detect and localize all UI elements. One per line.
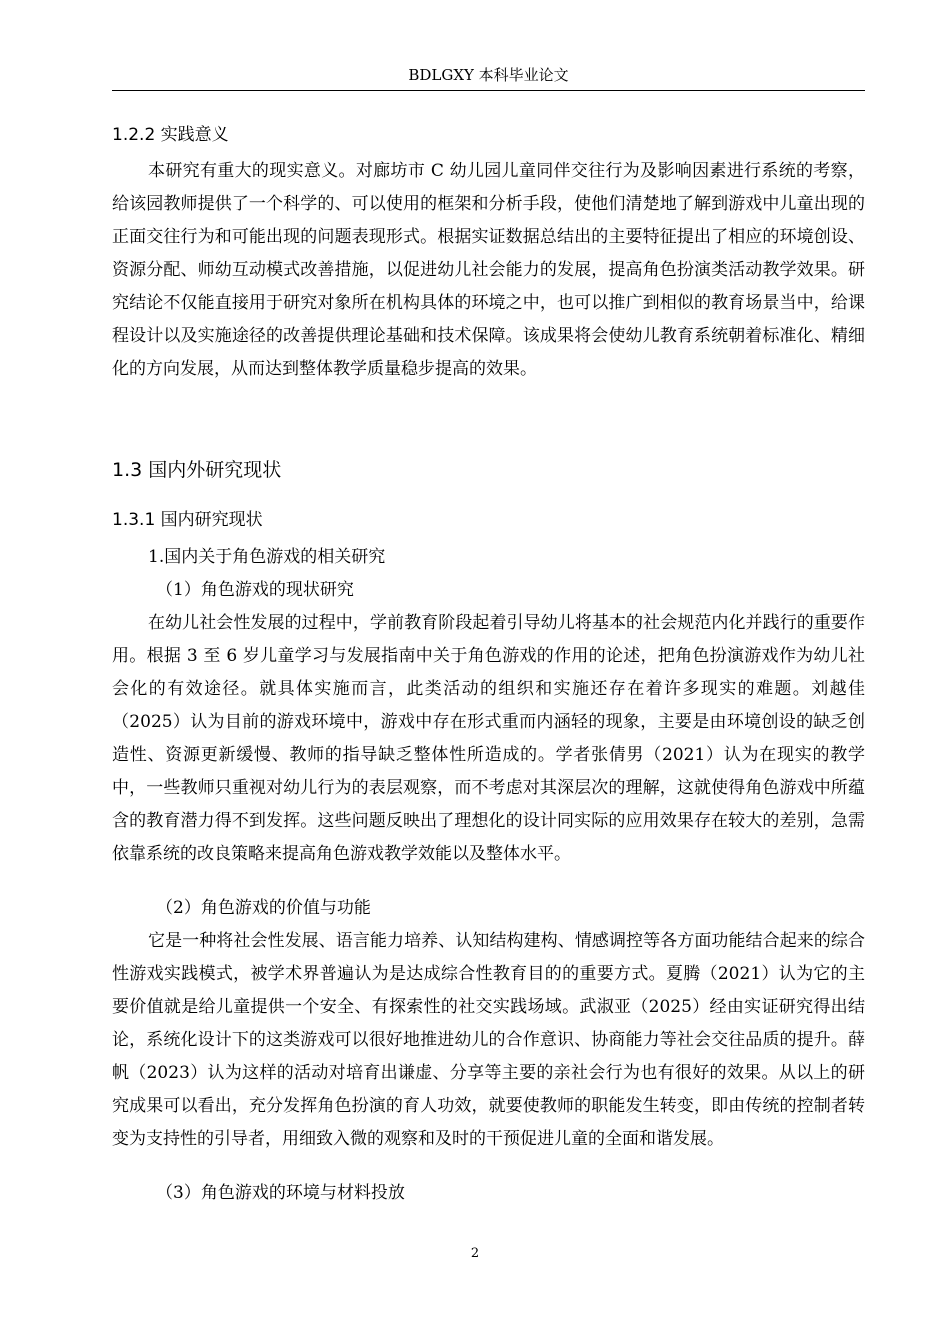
subheading-role-play-research: 1.国内关于角色游戏的相关研究 [148,547,386,567]
heading-1-3-1: 1.3.1 国内研究现状 [112,510,263,530]
heading-1-2-2: 1.2.2 实践意义 [112,125,229,145]
paragraph-practical-significance: 本研究有重大的现实意义。对廊坊市 C 幼儿园儿童同伴交往行为及影响因素进行系统的考察，给该园教师提供了一个科学的、可以使用的框架和分析手段，使他们清楚地了解到游戏中儿童出现的正面交往行为和可能出现的问题表现形式。根据实证数据总结出的主要特征提出了相应的环境创设、资源分配、师幼互动模式改善措施，以促进幼儿社会能力的发展，提高角色扮演类活动教学效果。研究结论不仅能直接用于研究对象所在机构具体的环境之中，也可以推广到相似的教育场景当中，给课程设计以及实施途径的改善提供理论基础和技术保障。该成果将会使幼儿教育系统朝着标准化、精细化的方向发展，从而达到整体教学质量稳步提高的效果。 [112,161,865,379]
page-number: 2 [470,1246,480,1261]
heading-1-3: 1.3 国内外研究现状 [112,459,282,481]
page-header [112,62,865,91]
header-title: BDLGXY 本科毕业论文 [408,66,569,84]
item3-title: （3）角色游戏的环境与材料投放 [156,1183,405,1203]
item1-title: （1）角色游戏的现状研究 [156,580,354,600]
item1-paragraph: 在幼儿社会性发展的过程中，学前教育阶段起着引导幼儿将基本的社会规范内化并践行的重要作用。根据 3 至 6 岁儿童学习与发展指南中关于角色游戏的作用的论述，把角色扮演游戏作为幼儿社会化的有效途径。就具体实施而言，此类活动的组织和实施还存在着许多现实的难题。刘越佳（2025）认为目前的游戏环境中，游戏中存在形式重而内涵轻的现象，主要是由环境创设的缺乏创造性、资源更新缓慢、教师的指导缺乏整体性所造成的。学者张倩男（2021）认为在现实的教学中，一些教师只重视对幼儿行为的表层观察，而不考虑对其深层次的理解，这就使得角色游戏中所蕴含的教育潜力得不到发挥。这些问题反映出了理想化的设计同实际的应用效果存在较大的差别，急需依靠系统的改良策略来提高角色游戏教学效能以及整体水平。 [112,613,865,864]
item2-paragraph: 它是一种将社会性发展、语言能力培养、认知结构建构、情感调控等各方面功能结合起来的综合性游戏实践模式，被学术界普遍认为是达成综合性教育目的的重要方式。夏腾（2021）认为它的主要价值就是给儿童提供一个安全、有探索性的社交实践场域。武淑亚（2025）经由实证研究得出结论，系统化设计下的这类游戏可以很好地推进幼儿的合作意识、协商能力等社会交往品质的提升。薛帆（2023）认为这样的活动对培育出谦虚、分享等主要的亲社会行为也有很好的效果。从以上的研究成果可以看出，充分发挥角色扮演的育人功效，就要使教师的职能发生转变，即由传统的控制者转变为支持性的引导者，用细致入微的观察和及时的干预促进儿童的全面和谐发展。 [112,931,865,1149]
item2-title: （2）角色游戏的价值与功能 [156,898,371,918]
